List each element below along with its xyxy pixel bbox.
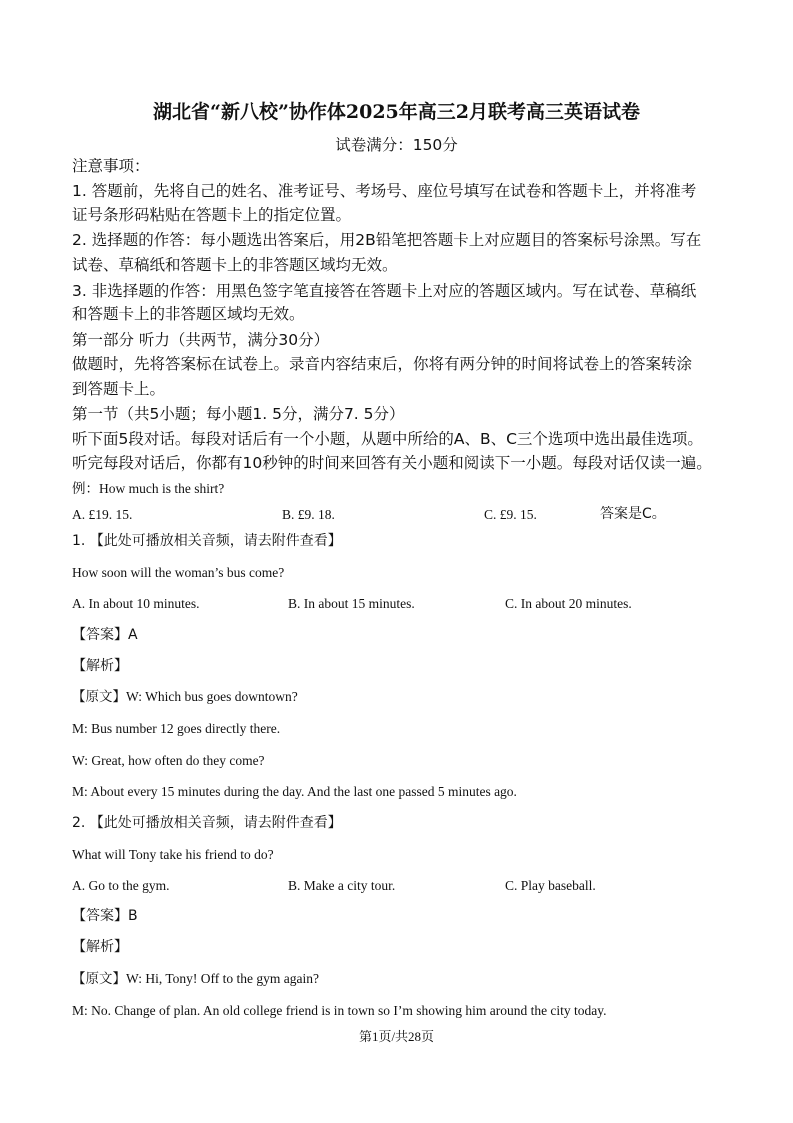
notice-heading: 注意事项： xyxy=(72,157,150,175)
question-1-answer: 【答案】A xyxy=(72,627,138,643)
exam-title: 湖北省“新八校”协作体2025年高三2月联考高三英语试卷 xyxy=(153,101,640,123)
example-option-a: A. £19. 15. xyxy=(72,507,133,522)
question-2-option-c: C. Play baseball. xyxy=(505,878,596,893)
notice-item-1-line-2: 证号条形码粘贴在答题卡上的指定位置。 xyxy=(72,206,352,224)
section-one-heading: 第一节（共5小题；每小题1. 5分，满分7. 5分） xyxy=(72,405,405,423)
question-2-option-b: B. Make a city tour. xyxy=(288,878,396,893)
section-one-instruction-line-1: 听下面5段对话。每段对话后有一个小题，从题中所给的A、B、C三个选项中选出最佳选项。 xyxy=(72,430,703,448)
example-option-b: B. £9. 18. xyxy=(282,507,335,522)
question-2-transcript-line: 【原文】W: Hi, Tony! Off to the gym again? xyxy=(72,971,320,986)
example-answer: 答案是C。 xyxy=(600,506,666,522)
question-1-text: How soon will the woman’s bus come? xyxy=(72,565,285,580)
question-2-option-a: A. Go to the gym. xyxy=(72,878,170,893)
part-one-instruction-line-2: 到答题卡上。 xyxy=(72,380,166,398)
part-one-heading: 第一部分 听力（共两节，满分30分） xyxy=(72,331,330,349)
notice-item-2-line-2: 试卷、草稿纸和答题卡上的非答题区域均无效。 xyxy=(72,256,398,274)
question-1-transcript-line: M: About every 15 minutes during the day. And the last one passed 5 minutes ago. xyxy=(72,784,517,799)
question-1-number-line: 1. 【此处可播放相关音频，请去附件查看】 xyxy=(72,533,342,549)
notice-item-2-line-1: 2. 选择题的作答：每小题选出答案后，用2B铅笔把答题卡上对应题目的答案标号涂黑。写在 xyxy=(72,231,702,249)
question-2-answer: 【答案】B xyxy=(72,908,138,924)
page-number-footer: 第1页/共28页 xyxy=(358,1029,435,1044)
notice-item-3-line-2: 和答题卡上的非答题区域均无效。 xyxy=(72,305,305,323)
question-2-text: What will Tony take his friend to do? xyxy=(72,847,274,862)
question-2-transcript-line: M: No. Change of plan. An old college friend is in town so I’m showing him around the city today. xyxy=(72,1003,607,1018)
question-1-transcript-line: W: Great, how often do they come? xyxy=(72,753,265,768)
example-question: 例：How much is the shirt? xyxy=(72,481,225,496)
question-1-option-c: C. In about 20 minutes. xyxy=(505,596,632,611)
example-option-c: C. £9. 15. xyxy=(484,507,537,522)
full-score-line: 试卷满分：150分 xyxy=(335,136,458,154)
question-2-number-line: 2. 【此处可播放相关音频，请去附件查看】 xyxy=(72,815,342,831)
question-1-analysis: 【解析】 xyxy=(72,658,128,674)
question-1-option-b: B. In about 15 minutes. xyxy=(288,596,415,611)
notice-item-3-line-1: 3. 非选择题的作答：用黑色签字笔直接答在答题卡上对应的答题区域内。写在试卷、草稿纸 xyxy=(72,282,697,300)
notice-item-1-line-1: 1. 答题前，先将自己的姓名、准考证号、考场号、座位号填写在试卷和答题卡上，并将准考 xyxy=(72,182,697,200)
question-2-analysis: 【解析】 xyxy=(72,939,128,955)
question-1-transcript-line: 【原文】W: Which bus goes downtown? xyxy=(72,689,298,704)
question-1-option-a: A. In about 10 minutes. xyxy=(72,596,200,611)
section-one-instruction-line-2: 听完每段对话后，你都有10秒钟的时间来回答有关小题和阅读下一小题。每段对话仅读一遍。 xyxy=(72,454,712,472)
part-one-instruction-line-1: 做题时，先将答案标在试卷上。录音内容结束后，你将有两分钟的时间将试卷上的答案转涂 xyxy=(72,355,693,373)
question-1-transcript-line: M: Bus number 12 goes directly there. xyxy=(72,721,281,736)
